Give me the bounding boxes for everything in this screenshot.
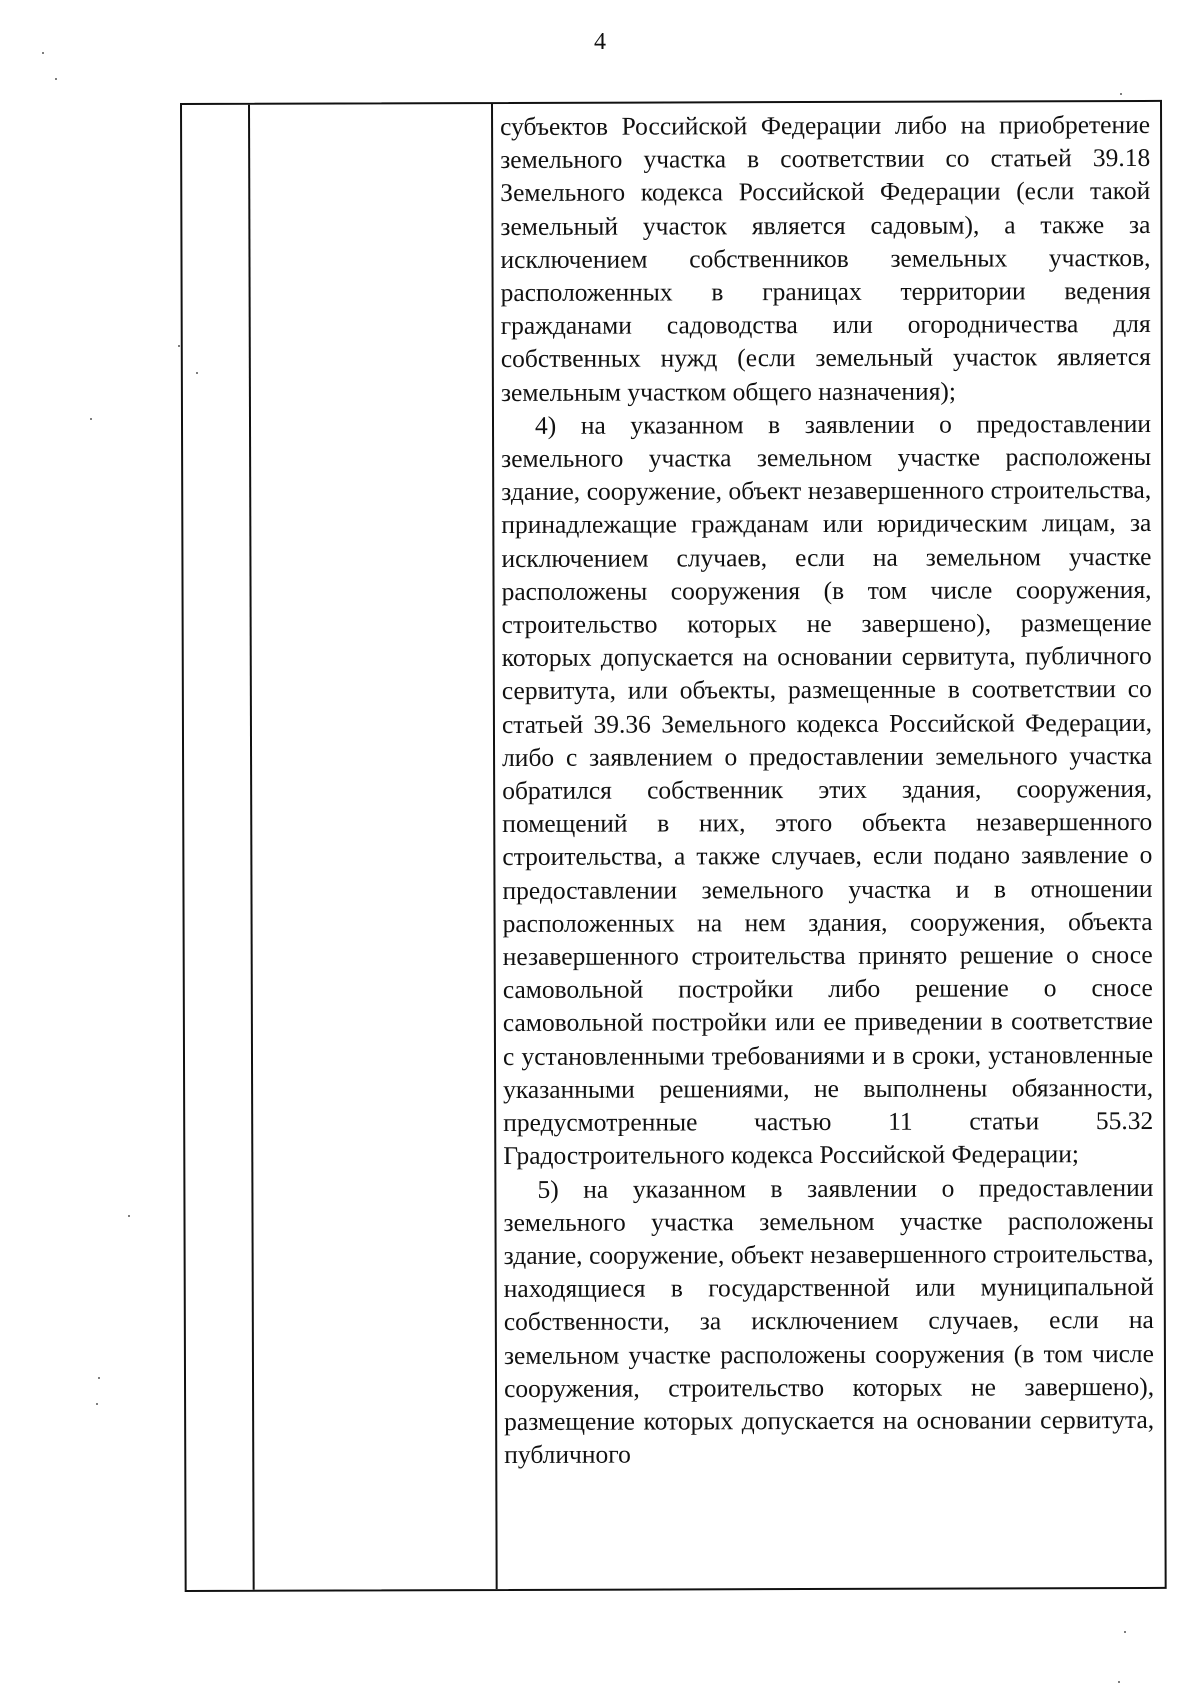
scan-speck	[196, 372, 198, 374]
scan-speck	[1118, 1681, 1120, 1683]
scan-speck	[98, 1377, 100, 1379]
scan-speck	[1120, 93, 1122, 95]
paragraph-item-5: 5) на указанном в заявлении о предоставлении земельного участка земельном участке расположены здание, сооружение, объект незавершенного строительства, находящиеся в государственной или муниципальной собственности, за исключением случаев, если на земельном участке расположены сооружения (в том числе сооружения, строительство которых не завершено), размещение которых допускается на основании сервитута, публичного	[503, 1172, 1155, 1470]
scan-speck	[42, 52, 44, 54]
paragraph-item-4: 4) на указанном в заявлении о предоставлении земельного участка земельном участке расположены здание, сооружение, объект незавершенного строительства, принадлежащие гражданам или юридическим лицам, за исключением случаев, если на земельном участке расположены сооружения (в том числе сооружения, строительство которых не завершено), размещение которых допускается на основании сервитута, публичного сервитута, или объекты, размещенные в соответствии со статьей 39.36 Земельного кодекса Российской Федерации, либо с заявлением о предоставлении земельного участка обратился собственник этих здания, сооружения, помещений в них, этого объекта незавершенного строительства, а также случаев, если подано заявление о предоставлении земельного участка и в отношении расположенных на нем здания, сооружения, объекта незавершенного строительства принято решение о сносе самовольной постройки либо решение о сносе самовольной постройки или ее приведении в соответствие с установленными требованиями и в сроки, установленные указанными решениями, не выполнены обязанности, предусмотренные частью 11 статьи 55.32 Градостроительного кодекса Российской Федерации;	[501, 408, 1154, 1171]
scan-speck	[1124, 1631, 1126, 1633]
scan-speck	[90, 418, 92, 420]
column-divider-2	[491, 104, 498, 1589]
page-number: 4	[594, 29, 606, 55]
table-text-cell	[500, 108, 1154, 1471]
document-table	[180, 100, 1167, 1592]
scan-speck	[178, 345, 180, 347]
scan-speck	[55, 78, 57, 80]
scan-speck	[128, 1215, 130, 1217]
paragraph-continuation: субъектов Российской Федерации либо на приобретение земельного участка в соответствии со статьей 39.18 Земельного кодекса Российской Федерации (если такой земельный участок является садовым), а также за исключением собственников земельных участков, расположенных в границах территории ведения гражданами садоводства или огородничества для собственных нужд (если земельный участок является земельным участком общего назначения);	[500, 109, 1151, 407]
scan-speck	[96, 1403, 98, 1405]
column-divider-1	[248, 105, 255, 1590]
